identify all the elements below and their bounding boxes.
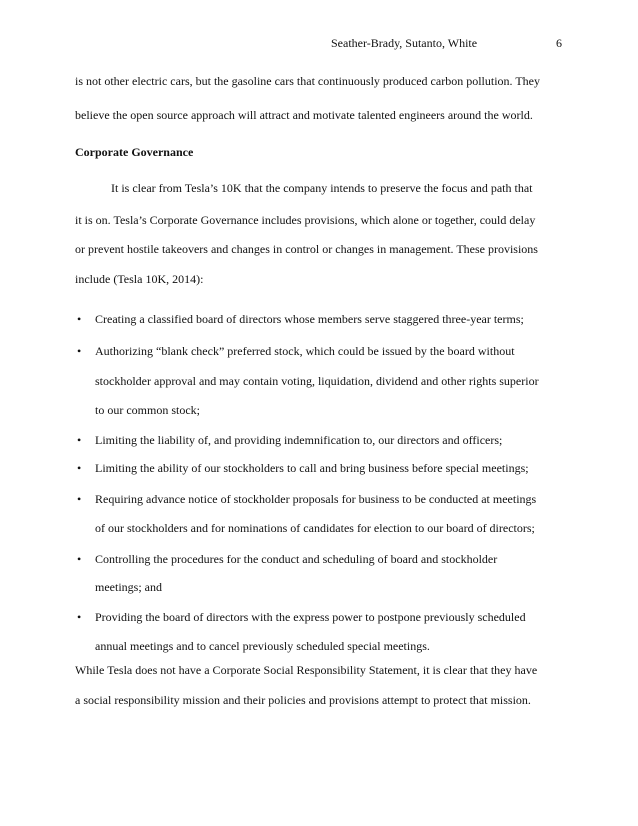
paragraph-line: it is on. Tesla’s Corporate Governance includes provisions, which alone or together, could delay — [75, 213, 536, 227]
bullet-line: of our stockholders and for nominations of candidates for election to our board of directors; — [95, 521, 535, 535]
paragraph-line: include (Tesla 10K, 2014): — [75, 272, 204, 286]
running-header-authors: Seather-Brady, Sutanto, White — [331, 36, 478, 50]
bullet-line: stockholder approval and may contain voting, liquidation, dividend and other rights superior — [95, 374, 539, 388]
bullet-line: Limiting the liability of, and providing indemnification to, our directors and officers; — [95, 433, 503, 447]
body-line: believe the open source approach will attract and motivate talented engineers around the world. — [75, 108, 533, 122]
bullet-line: meetings; and — [95, 580, 162, 594]
bullet-line: to our common stock; — [95, 403, 200, 417]
body-line: is not other electric cars, but the gasoline cars that continuously produced carbon pollution. They — [75, 74, 540, 88]
bullet-line: Providing the board of directors with the express power to postpone previously scheduled — [95, 610, 526, 624]
bullet-line: Limiting the ability of our stockholders to call and bring business before special meetings; — [95, 461, 529, 475]
bullet-line: Requiring advance notice of stockholder proposals for business to be conducted at meetings — [95, 492, 537, 506]
bullet-marker: • — [77, 312, 82, 326]
bullet-marker: • — [77, 610, 82, 624]
bullet-line: Controlling the procedures for the conduct and scheduling of board and stockholder — [95, 552, 498, 566]
closing-line: While Tesla does not have a Corporate Social Responsibility Statement, it is clear that they have — [75, 663, 538, 677]
page-number: 6 — [556, 36, 562, 50]
closing-line: a social responsibility mission and their policies and provisions attempt to protect that mission. — [75, 693, 531, 707]
bullet-marker: • — [77, 433, 82, 447]
paragraph-line: It is clear from Tesla’s 10K that the company intends to preserve the focus and path that — [111, 181, 533, 195]
bullet-marker: • — [77, 492, 82, 506]
bullet-line: Creating a classified board of directors whose members serve staggered three-year terms; — [95, 312, 524, 326]
bullet-marker: • — [77, 461, 82, 475]
section-heading: Corporate Governance — [75, 145, 194, 159]
bullet-line: Authorizing “blank check” preferred stock, which could be issued by the board without — [95, 344, 515, 358]
bullet-marker: • — [77, 344, 82, 358]
bullet-marker: • — [77, 552, 82, 566]
paragraph-line: or prevent hostile takeovers and changes in control or changes in management. These provisions — [75, 242, 538, 256]
bullet-line: annual meetings and to cancel previously scheduled special meetings. — [95, 639, 430, 653]
